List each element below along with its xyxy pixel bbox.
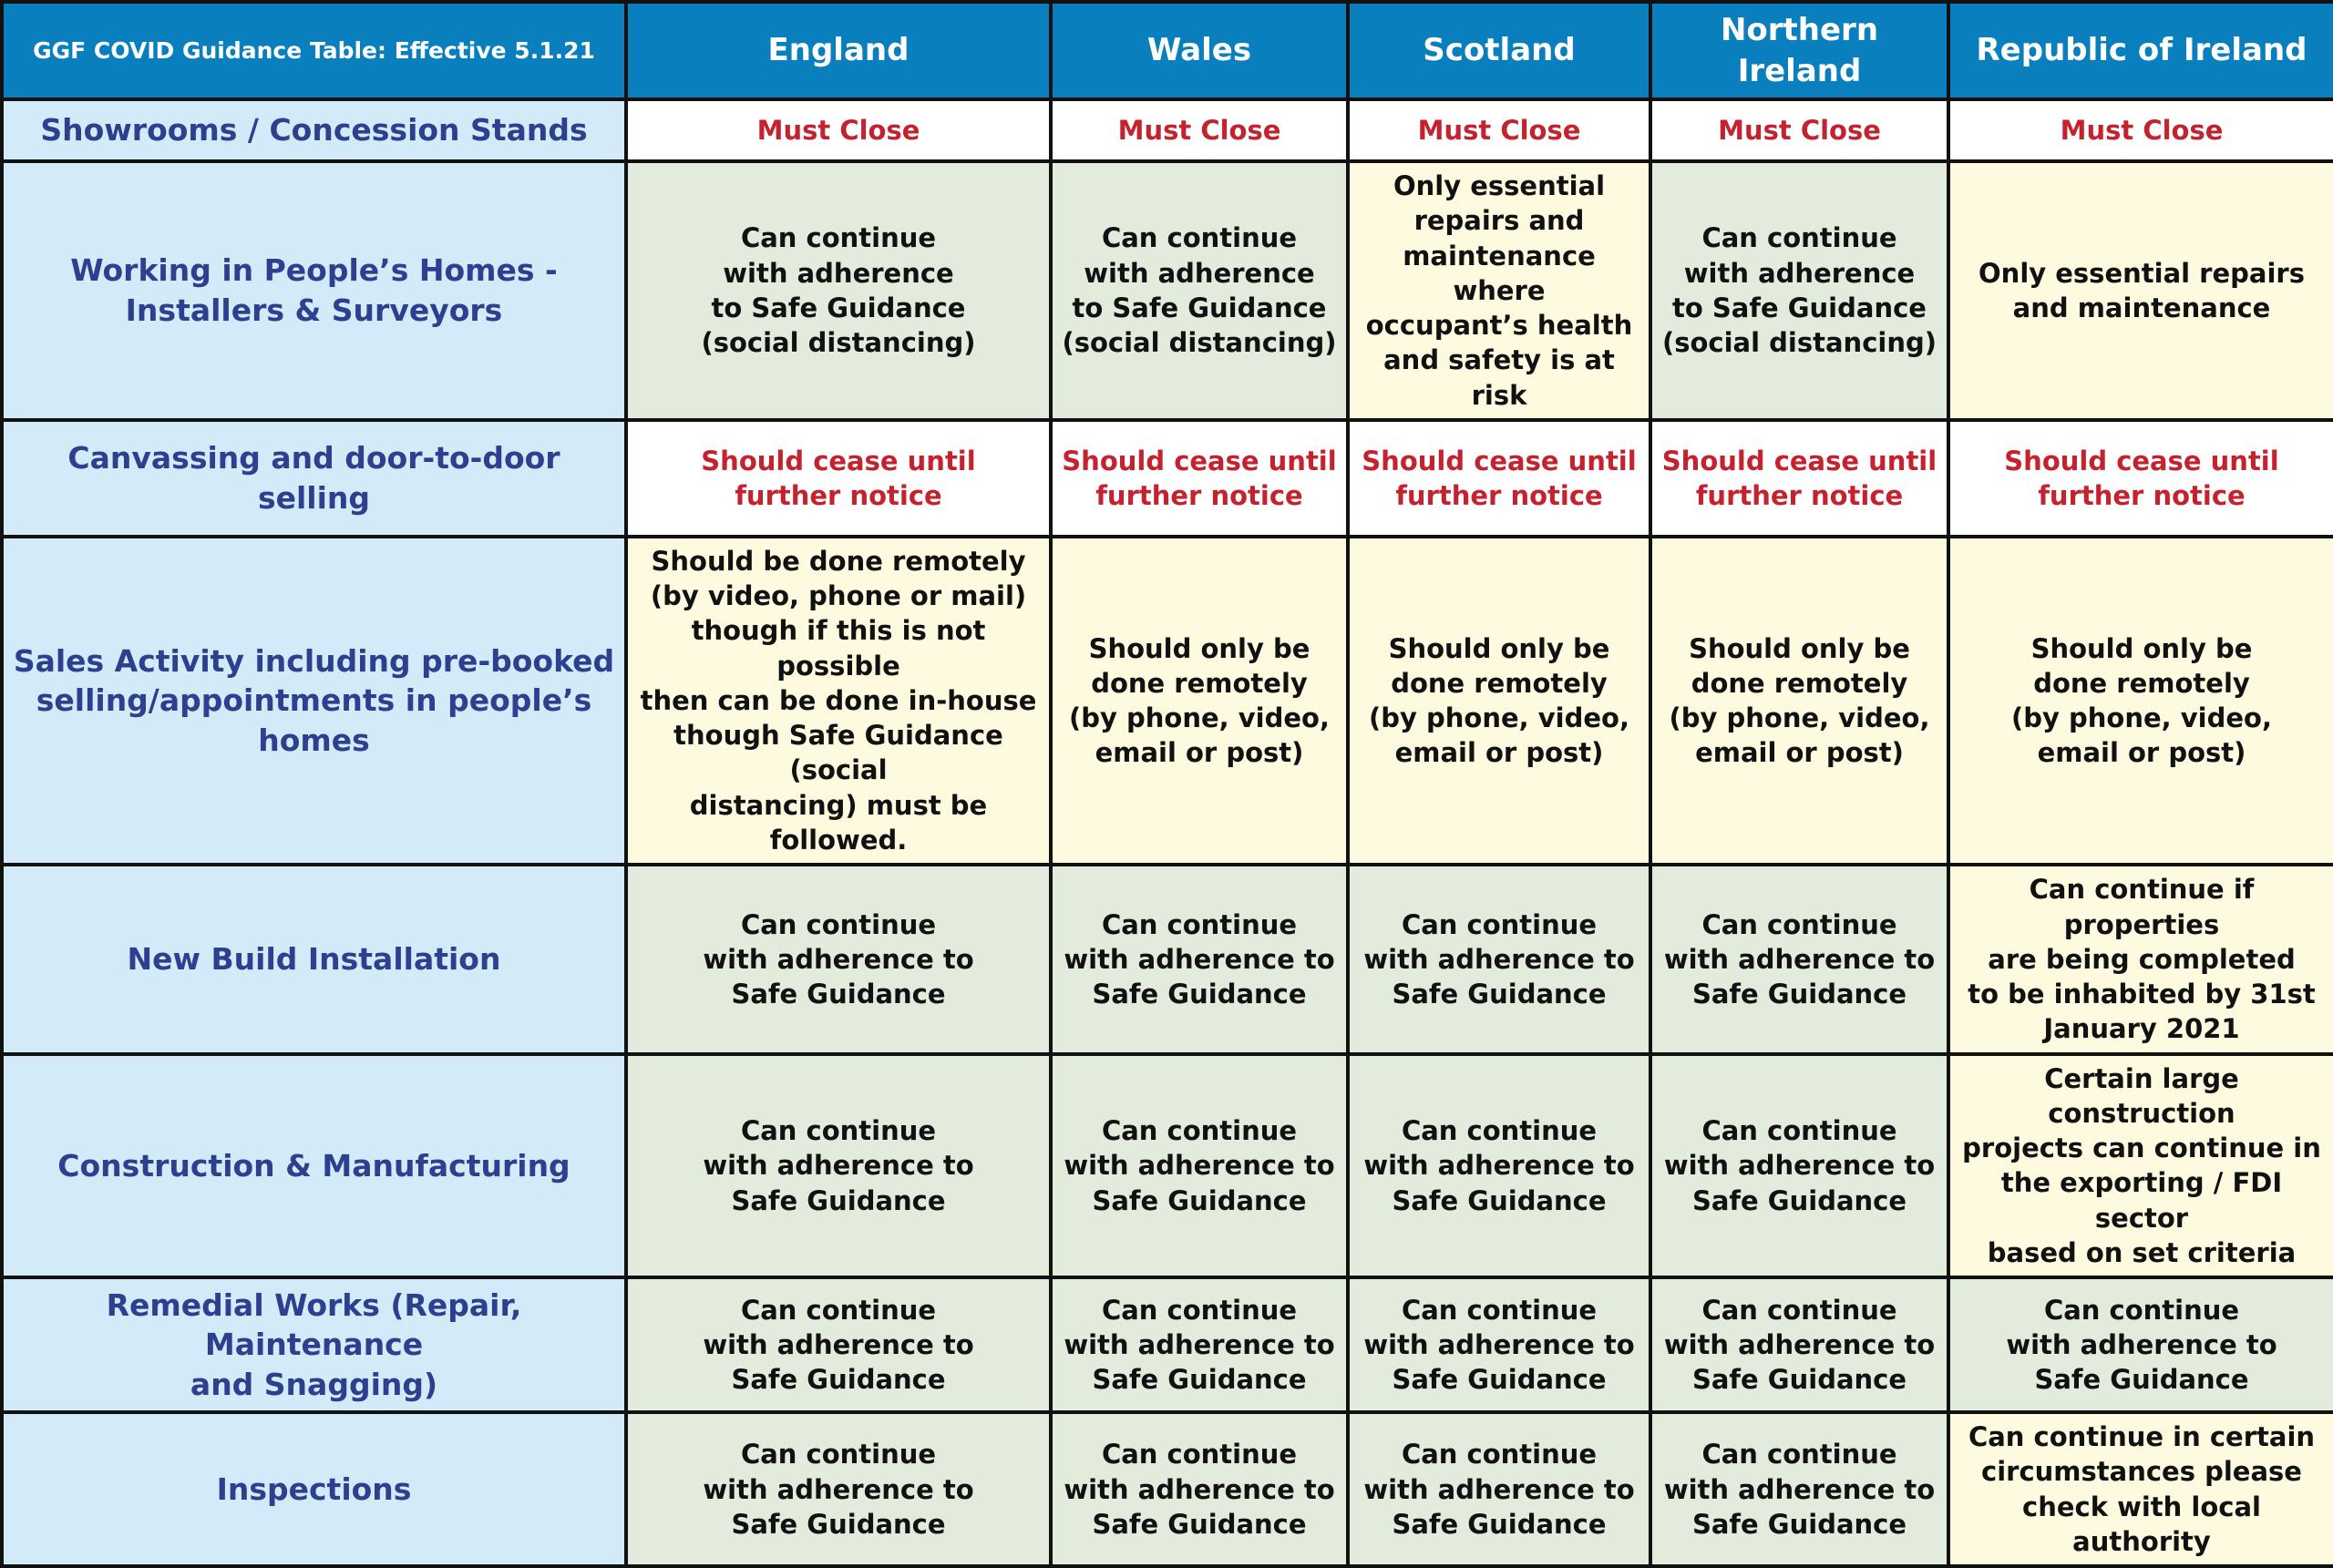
guidance-cell-northern-ireland <box>1650 1412 1948 1566</box>
column-header-scotland: Scotland <box>1348 2 1650 99</box>
guidance-cell-scotland <box>1348 1054 1650 1278</box>
column-header-england: England <box>626 2 1051 99</box>
guidance-text: Only essential repairs and maintenance <box>1978 257 2305 323</box>
guidance-cell-republic-of-ireland <box>1948 161 2333 420</box>
guidance-text: Should cease until further notice <box>1362 445 1637 511</box>
row-header-label: Remedial Works (Repair, Maintenance and Snagging) <box>106 1286 522 1402</box>
row-header-label: New Build Installation <box>127 941 501 978</box>
guidance-cell-northern-ireland <box>1650 420 1948 537</box>
guidance-cell-republic-of-ireland <box>1948 537 2333 865</box>
guidance-text: Should cease until further notice <box>1661 445 1937 511</box>
guidance-cell-northern-ireland <box>1650 99 1948 161</box>
guidance-text: Must Close <box>1117 114 1281 146</box>
table-row <box>2 1412 2333 1566</box>
row-header <box>2 161 626 420</box>
guidance-cell-england <box>626 161 1051 420</box>
row-header <box>2 1054 626 1278</box>
guidance-cell-wales <box>1051 537 1348 865</box>
guidance-cell-scotland <box>1348 420 1650 537</box>
row-header <box>2 537 626 865</box>
guidance-text: Can continue with adherence to Safe Guidance <box>1663 1439 1936 1540</box>
guidance-text: Should only be done remotely (by phone, video, email or post) <box>2011 632 2272 769</box>
guidance-text: Can continue with adherence to Safe Guidance <box>1363 1114 1635 1216</box>
guidance-cell-england <box>626 865 1051 1053</box>
table-title: GGF COVID Guidance Table: Effective 5.1.21 <box>2 2 626 99</box>
guidance-cell-wales <box>1051 420 1348 537</box>
guidance-text: Should be done remotely (by video, phone or mail) though if this is not possible then can be done in-house though Safe Guidance (social distancing) must be followed. <box>640 545 1037 856</box>
guidance-cell-northern-ireland <box>1650 1054 1948 1278</box>
column-header-wales: Wales <box>1051 2 1348 99</box>
guidance-cell-scotland <box>1348 537 1650 865</box>
guidance-cell-wales <box>1051 865 1348 1053</box>
guidance-cell-republic-of-ireland <box>1948 99 2333 161</box>
guidance-cell-scotland <box>1348 99 1650 161</box>
guidance-text: Should only be done remotely (by phone, video, email or post) <box>1069 632 1330 769</box>
guidance-text: Can continue with adherence to Safe Guidance <box>1663 908 1936 1010</box>
guidance-text: Can continue if properties are being completed to be inhabited by 31st January 2021 <box>1968 874 2316 1045</box>
guidance-text: Can continue in certain circumstances please check with local authority <box>1968 1421 2316 1557</box>
guidance-text: Can continue with adherence to Safe Guidance <box>1363 908 1635 1010</box>
guidance-text: Must Close <box>1417 114 1581 146</box>
guidance-cell-england <box>626 1054 1051 1278</box>
guidance-cell-wales <box>1051 1054 1348 1278</box>
table-row <box>2 537 2333 865</box>
guidance-text: Must Close <box>2060 114 2224 146</box>
row-header-label: Working in People’s Homes - Installers & Surveyors <box>70 252 558 328</box>
row-header <box>2 1277 626 1412</box>
guidance-cell-republic-of-ireland <box>1948 1054 2333 1278</box>
guidance-text: Should only be done remotely (by phone, video, email or post) <box>1369 632 1629 769</box>
guidance-text: Can continue with adherence to Safe Guidance (social distancing) <box>1062 222 1337 359</box>
guidance-text: Can continue with adherence to Safe Guidance <box>1663 1114 1936 1216</box>
guidance-cell-wales <box>1051 1277 1348 1412</box>
row-header <box>2 420 626 537</box>
guidance-text: Should cease until further notice <box>2004 445 2279 511</box>
table-row <box>2 161 2333 420</box>
guidance-cell-england <box>626 1277 1051 1412</box>
guidance-cell-wales <box>1051 161 1348 420</box>
column-header-northern-ireland: Northern Ireland <box>1650 2 1948 99</box>
table-row <box>2 420 2333 537</box>
row-header-label: Sales Activity including pre-booked selling/appointments in people’s homes <box>13 642 615 758</box>
guidance-text: Can continue with adherence to Safe Guidance <box>1064 908 1335 1010</box>
guidance-cell-northern-ireland <box>1650 1277 1948 1412</box>
guidance-cell-england <box>626 1412 1051 1566</box>
guidance-text: Must Close <box>756 114 920 146</box>
guidance-text: Certain large construction projects can continue in the exporting / FDI sector based on set criteria <box>1962 1062 2321 1268</box>
guidance-cell-northern-ireland <box>1650 161 1948 420</box>
guidance-cell-wales <box>1051 99 1348 161</box>
guidance-text: Can continue with adherence to Safe Guidance <box>1064 1294 1335 1396</box>
guidance-text: Can continue with adherence to Safe Guidance (social distancing) <box>1661 222 1937 359</box>
row-header-label: Construction & Manufacturing <box>57 1147 570 1184</box>
guidance-text: Should cease until further notice <box>1062 445 1337 511</box>
row-header <box>2 99 626 161</box>
table-row <box>2 1277 2333 1412</box>
guidance-text: Can continue with adherence to Safe Guidance <box>703 908 974 1010</box>
guidance-cell-northern-ireland <box>1650 537 1948 865</box>
guidance-text: Can continue with adherence to Safe Guidance <box>1363 1294 1635 1396</box>
table-row <box>2 1054 2333 1278</box>
guidance-text: Can continue with adherence to Safe Guidance <box>1064 1439 1335 1540</box>
table-row <box>2 865 2333 1053</box>
guidance-cell-england <box>626 537 1051 865</box>
guidance-text: Can continue with adherence to Safe Guidance <box>1663 1294 1936 1396</box>
guidance-text: Can continue with adherence to Safe Guidance <box>1363 1439 1635 1540</box>
guidance-text: Should only be done remotely (by phone, video, email or post) <box>1669 632 1930 769</box>
guidance-text: Can continue with adherence to Safe Guidance <box>703 1439 974 1540</box>
guidance-text: Can continue with adherence to Safe Guidance <box>2006 1294 2277 1396</box>
guidance-text: Can continue with adherence to Safe Guidance <box>703 1294 974 1396</box>
guidance-cell-republic-of-ireland <box>1948 420 2333 537</box>
table-row <box>2 99 2333 161</box>
guidance-cell-wales <box>1051 1412 1348 1566</box>
table-body <box>2 99 2333 1566</box>
row-header-label: Showrooms / Concession Stands <box>40 112 588 149</box>
guidance-cell-england <box>626 99 1051 161</box>
guidance-cell-england <box>626 420 1051 537</box>
row-header <box>2 865 626 1053</box>
guidance-text: Can continue with adherence to Safe Guidance <box>1064 1114 1335 1216</box>
guidance-text: Can continue with adherence to Safe Guidance <box>703 1114 974 1216</box>
guidance-cell-republic-of-ireland <box>1948 1412 2333 1566</box>
row-header-label: Inspections <box>216 1471 412 1507</box>
guidance-cell-republic-of-ireland <box>1948 865 2333 1053</box>
guidance-cell-scotland <box>1348 865 1650 1053</box>
guidance-cell-scotland <box>1348 1277 1650 1412</box>
row-header <box>2 1412 626 1566</box>
guidance-cell-scotland <box>1348 161 1650 420</box>
guidance-text: Must Close <box>1718 114 1881 146</box>
guidance-cell-scotland <box>1348 1412 1650 1566</box>
column-header-republic-of-ireland: Republic of Ireland <box>1948 2 2333 99</box>
guidance-text: Can continue with adherence to Safe Guidance (social distancing) <box>701 222 976 359</box>
row-header-label: Canvassing and door-to-door selling <box>67 440 560 516</box>
guidance-cell-republic-of-ireland <box>1948 1277 2333 1412</box>
guidance-text: Only essential repairs and maintenance where occupant’s health and safety is at risk <box>1365 170 1633 411</box>
header-row <box>2 2 2333 99</box>
guidance-cell-northern-ireland <box>1650 865 1948 1053</box>
guidance-text: Should cease until further notice <box>701 445 976 511</box>
